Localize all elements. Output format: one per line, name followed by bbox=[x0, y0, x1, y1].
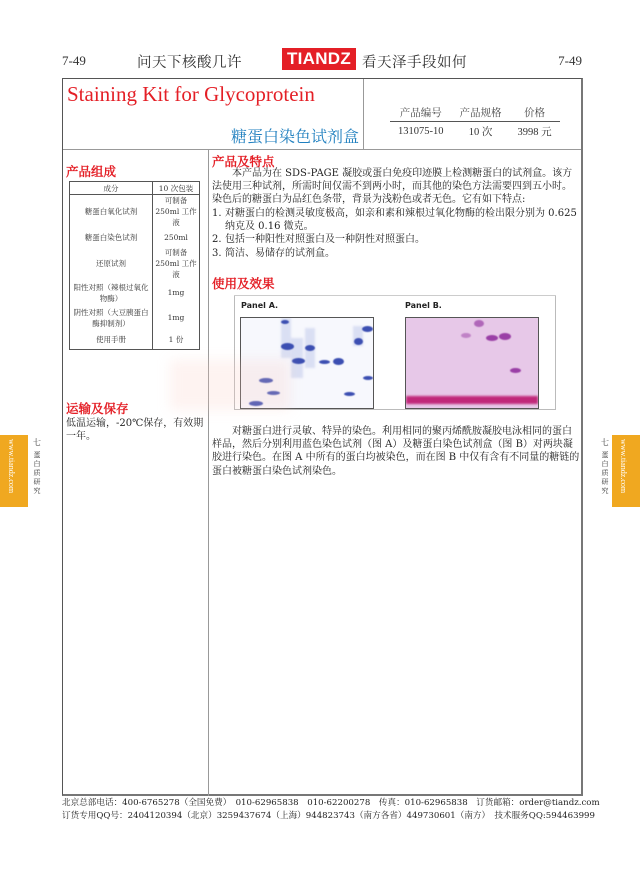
component-name: 还原试剂 bbox=[96, 259, 126, 268]
component-name: 糖蛋白氧化试剂 bbox=[84, 207, 138, 216]
column-divider bbox=[208, 150, 209, 796]
list-item bbox=[212, 233, 580, 246]
usage-title: 使用及效果 bbox=[212, 276, 275, 291]
table-row bbox=[70, 247, 200, 280]
component-name: 使用手册 bbox=[96, 334, 126, 344]
table-row bbox=[70, 330, 200, 349]
component-amount: 1 份 bbox=[153, 330, 200, 349]
list-number: 1. bbox=[212, 208, 222, 219]
watermark bbox=[170, 360, 290, 410]
table-row bbox=[70, 305, 200, 330]
list-item bbox=[212, 247, 580, 260]
list-number: 3. bbox=[212, 247, 222, 259]
spec-size: 10 次 bbox=[468, 127, 493, 138]
chapter-name: 蛋白质研究 bbox=[33, 451, 41, 495]
side-tab-left bbox=[0, 435, 28, 507]
slogan-left: 问天下核酸几许 bbox=[137, 55, 242, 71]
component-amount: 可制备 250ml 工作液 bbox=[153, 195, 200, 229]
chapter-number: 七 bbox=[33, 438, 41, 447]
component-name: 阳性对照（辣根过氧化物酶） bbox=[73, 282, 149, 303]
side-url-left: www.tiandz.com bbox=[7, 439, 16, 494]
composition-header-component: 成分 bbox=[70, 182, 153, 195]
composition-table bbox=[69, 181, 200, 350]
composition-header-package: 10 次包装 bbox=[153, 182, 200, 195]
contact-footer bbox=[62, 797, 600, 823]
product-title-en: Staining Kit for Glycoprotein bbox=[67, 82, 315, 106]
list-text: 对糖蛋白的检测灵敏度极高，如亲和素和辣根过氧化物酶的检出限分别为 0.625 纳克及 0.16 微克。 bbox=[225, 208, 577, 233]
storage-title: 运输及保存 bbox=[66, 401, 129, 416]
storage-text: 低温运输，-20℃保存，有效期一年。 bbox=[66, 418, 204, 442]
tiandz-logo: TIANDZ bbox=[282, 48, 356, 70]
features-intro: 本产品为在 SDS-PAGE 凝胶或蛋白免疫印迹膜上检测糖蛋白的试剂盒。该方法使用三种试剂，所需时间仅需不到两小时，而其他的染色方法需要四到五小时。染色后的糖蛋白为品红色条带，背景为浅粉色或者无色。它有如下特点: bbox=[212, 168, 573, 206]
table-row bbox=[70, 228, 200, 247]
component-name: 糖蛋白染色试剂 bbox=[84, 233, 138, 242]
component-amount: 可制备 250ml 工作液 bbox=[153, 247, 200, 280]
list-item bbox=[212, 207, 580, 233]
table-row bbox=[70, 195, 200, 229]
spec-header-catalog: 产品编号 bbox=[390, 105, 452, 122]
slogan-right: 看天泽手段如何 bbox=[362, 55, 467, 71]
page-header bbox=[62, 50, 582, 72]
component-name: 阴性对照（大豆胰蛋白酶抑制剂） bbox=[73, 307, 149, 328]
component-amount: 250ml bbox=[153, 228, 200, 247]
list-number: 2. bbox=[212, 234, 222, 246]
chapter-number: 七 bbox=[601, 438, 609, 447]
usage-description: 对糖蛋白进行灵敏、特异的染色。利用相同的聚丙烯酰胺凝胶电泳相同的蛋白样品，然后分别利用蓝色染色试剂（图 A）及糖蛋白染色试剂盒（图 B）对两块凝胶进行染色。在图 A 中所有的蛋白均被染色，而在图 B 中仅有含有不同量的糖链的蛋白被糖蛋白染色试剂染色。 bbox=[212, 426, 580, 477]
title-cell bbox=[63, 79, 364, 150]
page-number-left: 7-49 bbox=[62, 53, 86, 68]
footer-line-phone: 北京总部电话：400-6765278（全国免费） 010-62965838 010-62200278 传真：010-62965838 订货邮箱：order@tiandz.com bbox=[62, 798, 600, 808]
dye-front bbox=[406, 396, 538, 404]
component-amount: 1mg bbox=[153, 280, 200, 305]
chapter-label-left bbox=[32, 438, 42, 496]
page-number-right: 7-49 bbox=[558, 53, 582, 68]
spec-table bbox=[390, 105, 560, 139]
list-text: 包括一种阳性对照蛋白及一种阴性对照蛋白。 bbox=[225, 234, 425, 246]
chapter-label-right bbox=[600, 438, 610, 496]
product-header-row bbox=[63, 79, 581, 150]
spec-price: 3998 元 bbox=[517, 127, 552, 138]
panel-b-label: Panel B. bbox=[405, 301, 442, 310]
features-list bbox=[212, 207, 580, 260]
footer-line-qq: 订货专用QQ号：2404120394（北京）3259437674（上海）944823743（南方各省）449730601（南方） 技术服务QQ:594463999 bbox=[62, 811, 595, 821]
panel-a-label: Panel A. bbox=[241, 301, 279, 310]
gel-image-panel-b bbox=[405, 317, 539, 409]
features-title: 产品及特点 bbox=[212, 154, 275, 169]
product-title-cn: 糖蛋白染色试剂盒 bbox=[230, 127, 359, 146]
list-text: 简洁、易储存的试剂盒。 bbox=[225, 247, 335, 259]
spec-header-price: 价格 bbox=[510, 105, 560, 122]
product-sheet bbox=[62, 78, 583, 796]
chapter-name: 蛋白质研究 bbox=[601, 451, 609, 495]
component-amount: 1mg bbox=[153, 305, 200, 330]
side-tab-right bbox=[612, 435, 640, 507]
spec-catalog-number: 131075-10 bbox=[398, 126, 444, 137]
table-row bbox=[70, 280, 200, 305]
side-url-right: www.tiandz.com bbox=[619, 439, 628, 494]
spec-header-size: 产品规格 bbox=[452, 105, 510, 122]
composition-title: 产品组成 bbox=[66, 164, 117, 179]
